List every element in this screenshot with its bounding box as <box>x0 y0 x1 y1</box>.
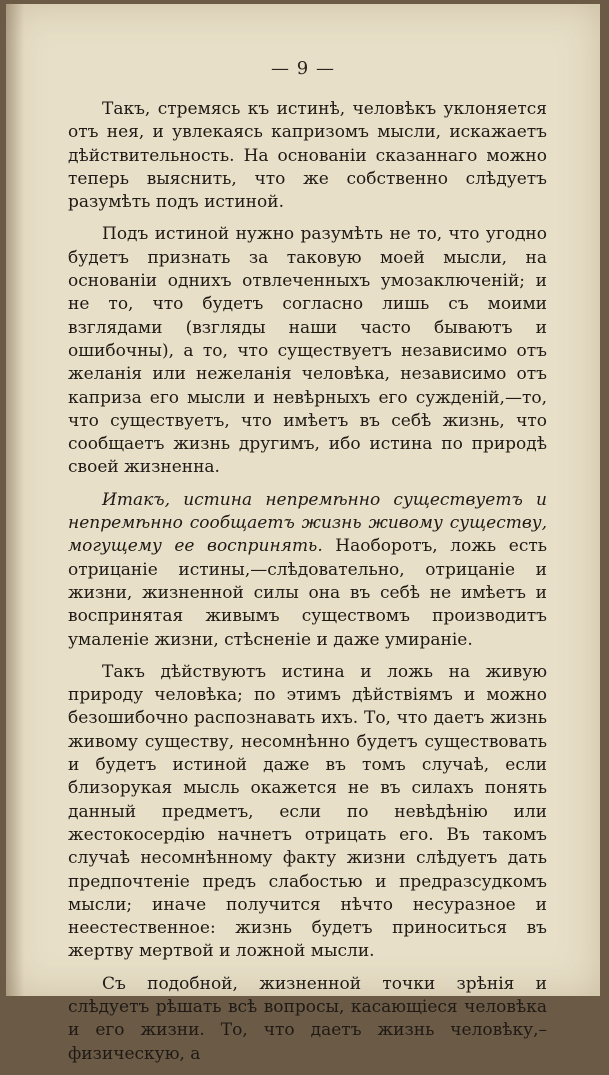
paragraph-5: Съ подобной, жизненной точки зрѣнiя и слѣдуетъ рѣшать всѣ вопросы, касающiеся человѣка и его жизни. То, что даетъ жизнь человѣку,– физическую, а <box>68 973 547 1064</box>
paragraph-3 <box>68 489 547 652</box>
emphasized-sentence: Итакъ, истина непремѣнно существуетъ и непремѣнно сообщаетъ жизнь живому существу, могущему ее воспринять. <box>68 489 547 557</box>
paragraph-2: Подъ истиной нужно разумѣть не то, что угодно будетъ признать за таковую моей мысли, на основанiи однихъ отвлеченныхъ умозаключенiй; и не то, что будетъ согласно лишь съ моими взглядами (взгляды наши часто бываютъ и ошибочны), а то, что существуетъ независимо отъ желанiя или нежеланiя человѣка, независимо отъ каприза его мысли и невѣрныхъ его сужденiй,—то, что существуетъ, что имѣетъ въ себѣ жизнь, что сообщаетъ жизнь другимъ, ибо истина по природѣ своей жизненна. <box>68 224 547 478</box>
page-gutter-shadow <box>6 4 24 996</box>
book-page <box>6 4 600 1064</box>
page-number: — 9 — <box>271 58 335 79</box>
paragraph-1: Такъ, стремясь къ истинѣ, человѣкъ уклоняется отъ нея, и увлекаясь капризомъ мысли, искажаетъ дѣйствительность. На основанiи сказаннаго можно теперь выяснить, что же собственно слѣдуетъ разумѣть подъ истиной. <box>68 99 547 213</box>
paragraph-3-rest: Наоборотъ, ложь есть отрицанiе истины,—слѣдовательно, отрицанiе и жизни, жизненной силы она въ себѣ не имѣетъ и воспринятая живымъ существомъ производитъ умаленiе жизни, стѣсненiе и даже умиранiе. <box>68 536 547 650</box>
page-text <box>68 98 547 1075</box>
paragraph-4: Такъ дѣйствуютъ истина и ложь на живую природу человѣка; по этимъ дѣйствiямъ и можно безошибочно распознавать ихъ. То, что даетъ жизнь живому существу, несомнѣнно будетъ существовать и будетъ истиной даже въ томъ случаѣ, если близорукая мысль окажется не въ силахъ понять данный предметъ, если по невѣдѣнiю или жестокосердiю начнетъ отрицать его. Въ такомъ случаѣ несомнѣнному факту жизни слѣдуетъ дать предпочтенiе предъ слабостью и предразсудкомъ мысли; иначе получится нѣчто несуразное и неестественное: жизнь будетъ приноситься въ жертву мертвой и ложной мысли. <box>68 661 547 962</box>
